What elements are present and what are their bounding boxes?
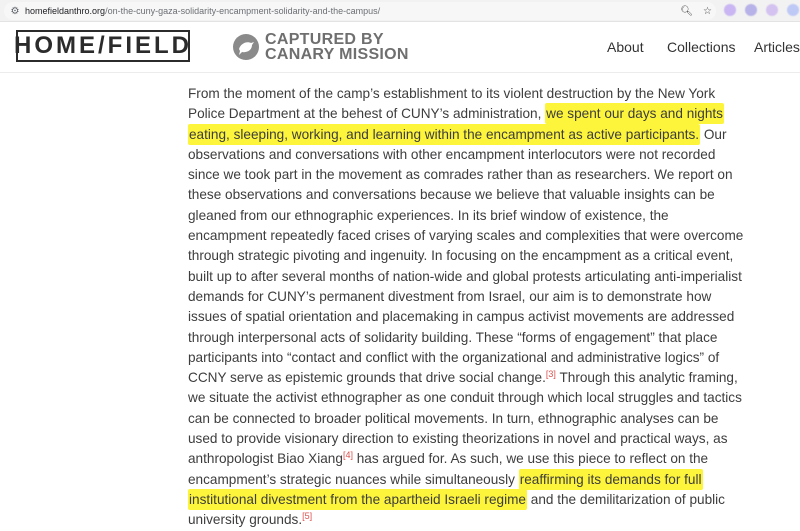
footnote-link-5[interactable]: [5] [302,511,313,522]
highlighted-text: we spent our days and nights eating, sleeping, working, and learning within the encampment as active participants. [188,103,724,144]
footnote-link-3[interactable]: [3] [545,369,556,380]
canary-bird-icon [233,34,259,60]
nav-collections-link[interactable]: Collections [667,39,736,55]
badge-line-1: CAPTURED BY [265,31,384,48]
badge-line-2: CANARY MISSION [265,46,409,63]
text-segment: has argued for. As such, we use this piece to reflect on the encampment’s strategic nuances while simultaneously [188,451,709,487]
browser-toolbar [0,0,800,22]
url-path: /on-the-cuny-gaza-solidarity-encampment-solidarity-and-the-campus/ [105,6,381,16]
browser-extension-icon[interactable] [787,4,799,16]
text-segment: From the moment of the camp’s establishment to its violent destruction by the New York Police Department at the behest of CUNY’s administration, [188,86,716,122]
text-segment: and the demilitarization of public university grounds. [188,491,725,528]
captured-by-badge[interactable] [233,32,409,62]
site-info-icon[interactable]: ⚙ [10,5,20,17]
site-header [0,22,800,73]
bookmark-star-icon[interactable]: ☆ [703,5,712,17]
text-segment: Through this analytic framing, we situate the activist ethnographer as one conduit through which local struggles and tactics can be connected to broader political movements. In turn, ethnographic analyses can be used to provide visionary direction to existing theorizations in novel and practical ways, as anthropologist Biao Xiang [188,370,742,467]
zoom-icon[interactable]: 🔍︎ [680,5,694,17]
nav-about-link[interactable]: About [607,39,644,55]
article-body [188,84,748,531]
footnote-link-4[interactable]: [4] [342,450,353,461]
address-bar[interactable] [4,2,716,20]
browser-extension-icon[interactable] [745,4,757,16]
extensions-area [724,4,800,16]
nav-articles-link[interactable]: Articles [754,39,800,55]
browser-extension-icon[interactable] [766,4,778,16]
article-paragraph [188,84,748,531]
url-domain: homefieldanthro.org [25,6,106,16]
highlighted-text: reaffirming its demands for full institutional divestment from the apartheid Israeli regime [188,469,703,510]
text-segment: Our observations and conversations with other encampment interlocutors were not recorded since we took part in the movement as comrades rather than as researchers. We report on these observations and conversations because we believe that valuable insights can be gleaned from our ethnographic experiences. In its brief window of existence, the encampment repeatedly faced crises of varying scales and complexities that were overcome through strategic pivoting and ingenuity. In focusing on the encampment as a critical event, built up to after several months of nation-wide and global protests articulating anti-imperialist demands for CUNY’s permanent divestment from Israel, our aim is to demonstrate how issues of spatial orientation and placemaking in campus activist movements are addressed through interpersonal acts of solidarity building. These “forms of engagement” that place participants into “contact and conflict with the organizational and administrative logics” of CCNY serve as epistemic grounds that drive social change. [188,126,744,386]
browser-extension-icon[interactable] [724,4,736,16]
site-logo[interactable]: HOME/FIELD [16,30,190,62]
